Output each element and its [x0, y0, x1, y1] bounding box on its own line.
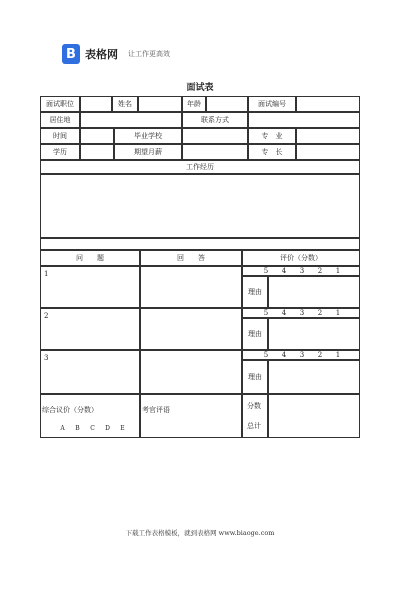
form-title: 面试表 [186, 83, 214, 93]
value-salary[interactable] [182, 144, 248, 160]
rating-scale-row-1[interactable] [242, 266, 360, 276]
rating-scale-1[interactable] [257, 267, 347, 275]
grade-a[interactable]: A [60, 425, 65, 432]
brand-name: 表格网 [85, 48, 118, 61]
label-interview-number: 面试编号 [248, 96, 296, 112]
scale-4[interactable]: 4 [281, 309, 287, 317]
rating-scale-row-2[interactable] [242, 308, 360, 318]
grade-b[interactable]: B [75, 425, 80, 432]
rating-scale-2[interactable] [257, 309, 347, 317]
reason-label-2: 理由 [242, 318, 268, 350]
scale-3[interactable]: 3 [299, 309, 305, 317]
label-contact: 联系方式 [182, 112, 248, 128]
grade-c[interactable]: C [90, 425, 95, 432]
value-age[interactable] [206, 96, 248, 112]
value-position[interactable] [80, 96, 112, 112]
value-major[interactable] [296, 128, 360, 144]
spacer-row [40, 238, 360, 250]
header-question: 问 题 [40, 250, 140, 266]
label-salary: 期望月薪 [114, 144, 182, 160]
grade-d[interactable]: D [105, 425, 110, 432]
examiner-comment-label: 考官评语 [142, 406, 170, 414]
overall-rating-cell[interactable] [40, 394, 140, 438]
scale-2[interactable]: 2 [317, 267, 323, 275]
question-3[interactable]: 3 [40, 350, 140, 394]
scale-3[interactable]: 3 [299, 351, 305, 359]
scale-3[interactable]: 3 [299, 267, 305, 275]
question-1[interactable]: 1 [40, 266, 140, 308]
question-2[interactable]: 2 [40, 308, 140, 350]
value-residence[interactable] [80, 112, 182, 128]
scale-5[interactable]: 5 [263, 267, 269, 275]
label-time: 时间 [40, 128, 80, 144]
biaoge-logo-icon: B [62, 44, 80, 64]
value-name[interactable] [138, 96, 182, 112]
value-time[interactable] [80, 128, 114, 144]
reason-label-3: 理由 [242, 360, 268, 394]
scale-4[interactable]: 4 [281, 351, 287, 359]
rating-scale-row-3[interactable] [242, 350, 360, 360]
examiner-comment-cell[interactable] [140, 394, 242, 438]
value-interview-number[interactable] [296, 96, 360, 112]
scale-2[interactable]: 2 [317, 309, 323, 317]
scale-1[interactable]: 1 [335, 267, 341, 275]
label-residence: 居住地 [40, 112, 80, 128]
label-education: 学历 [40, 144, 80, 160]
scale-5[interactable]: 5 [263, 309, 269, 317]
header-answer: 回 答 [140, 250, 242, 266]
answer-1[interactable] [140, 266, 242, 308]
value-school[interactable] [182, 128, 248, 144]
grade-e[interactable]: E [120, 425, 125, 432]
rating-scale-3[interactable] [257, 351, 347, 359]
work-experience-header: 工作经历 [40, 160, 360, 174]
reason-value-1[interactable] [268, 276, 360, 308]
score-total-value[interactable] [268, 394, 360, 438]
answer-3[interactable] [140, 350, 242, 394]
total-label: 总计 [247, 422, 261, 430]
brand-slogan: 让工作更高效 [128, 50, 170, 58]
score-total-label-cell [242, 394, 268, 438]
header-rating: 评价（分数） [242, 250, 360, 266]
grade-options[interactable] [55, 425, 130, 432]
scale-1[interactable]: 1 [335, 351, 341, 359]
scale-4[interactable]: 4 [281, 267, 287, 275]
interview-form-table [40, 96, 360, 438]
overall-rating-label: 综合议价（分数） [42, 406, 98, 414]
label-school: 毕业学校 [114, 128, 182, 144]
reason-value-2[interactable] [268, 318, 360, 350]
reason-value-3[interactable] [268, 360, 360, 394]
reason-label-1: 理由 [242, 276, 268, 308]
brand-header [62, 44, 170, 64]
value-contact[interactable] [248, 112, 360, 128]
footer-text: 下载工作表格模板，就到表格网 www.biaoge.com [125, 529, 275, 537]
work-experience-body[interactable] [40, 174, 360, 238]
value-skills[interactable] [296, 144, 360, 160]
label-age: 年龄 [182, 96, 206, 112]
value-education[interactable] [80, 144, 114, 160]
scale-1[interactable]: 1 [335, 309, 341, 317]
label-major: 专 业 [248, 128, 296, 144]
scale-2[interactable]: 2 [317, 351, 323, 359]
answer-2[interactable] [140, 308, 242, 350]
label-skills: 专 长 [248, 144, 296, 160]
label-position: 面试职位 [40, 96, 80, 112]
scale-5[interactable]: 5 [263, 351, 269, 359]
label-name: 姓名 [112, 96, 138, 112]
score-label: 分数 [247, 402, 261, 410]
